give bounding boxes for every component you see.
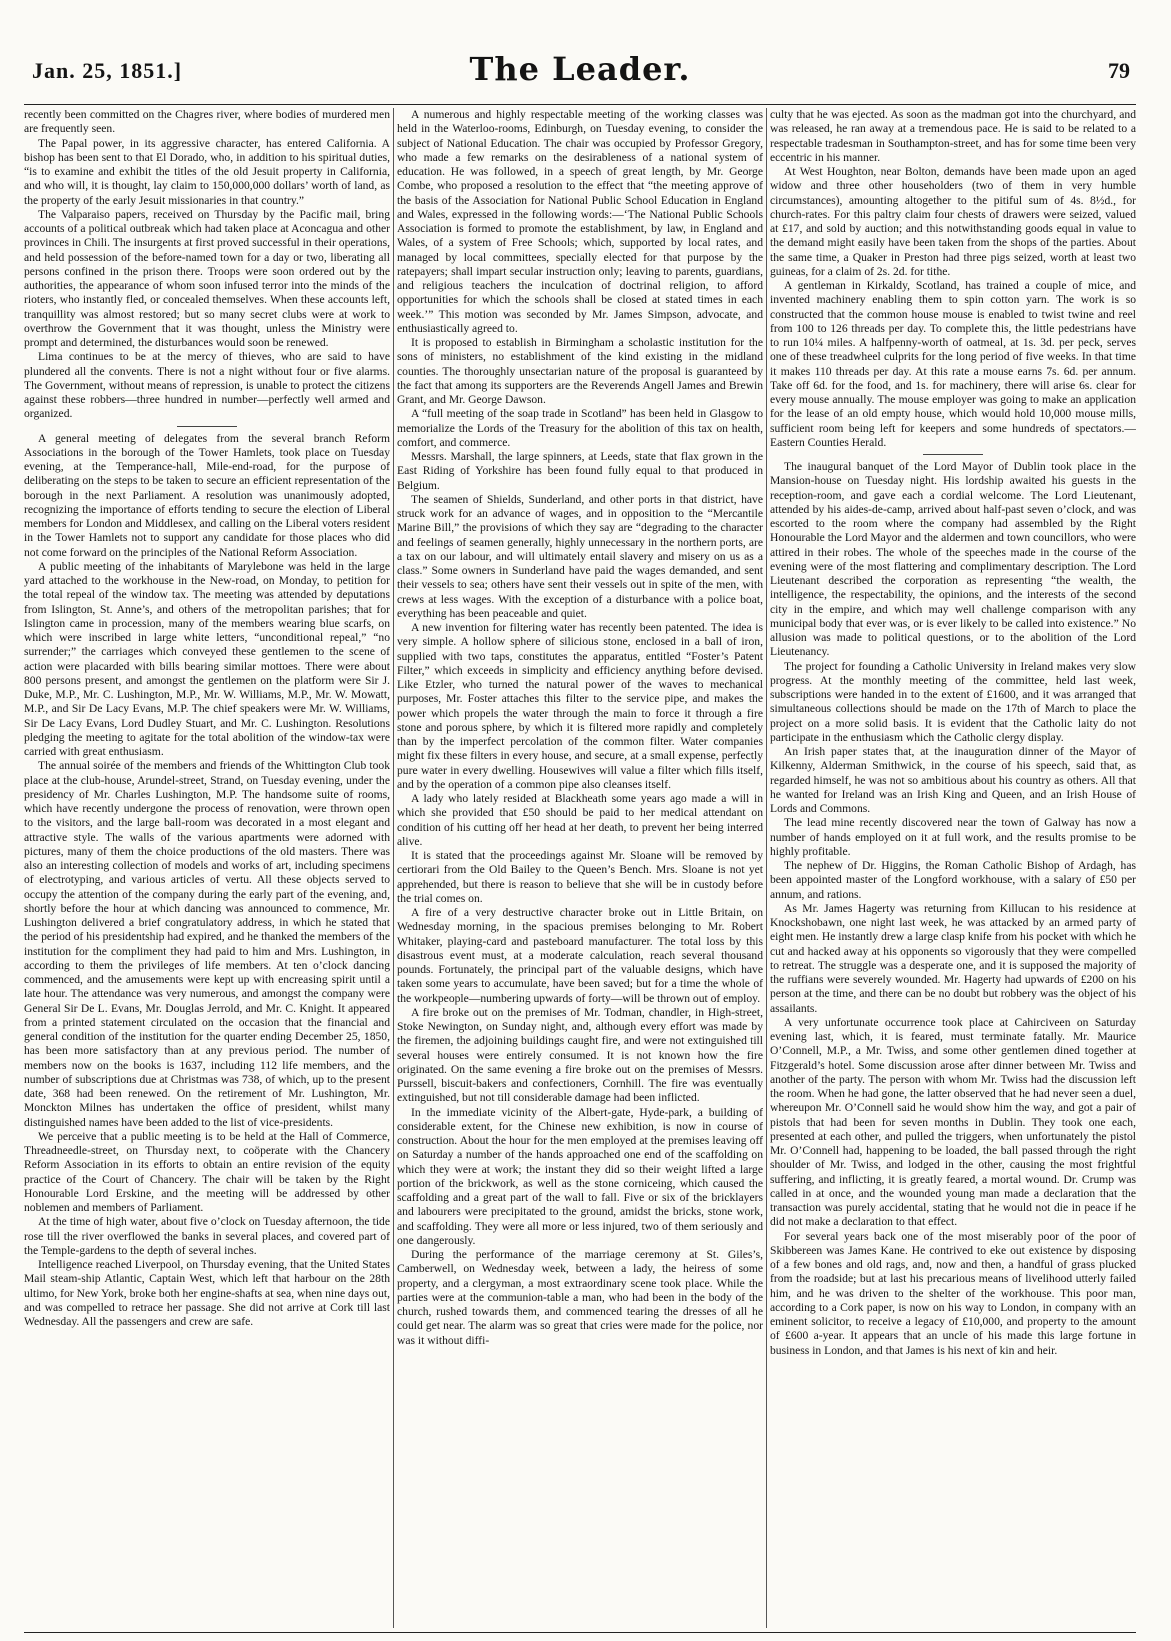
article-paragraph: It is proposed to establish in Birmingham a scholastic institution for the sons of ministers, no establishment of the kind existing in the midland counties. The thoroughly unsectarian nature of the proposal is guaranteed by the fact that among its supporters are the Reverends Angell James and Brewin Grant, and Mr. George Dawson. — [397, 336, 763, 406]
header-rule — [24, 104, 1136, 105]
article-paragraph: A new invention for filtering water has recently been patented. The idea is very simple. A hollow sphere of silicious stone, enclosed in a ball of iron, supplied with two taps, constitutes the apparatus, entitled “Foster’s Patent Filter,” which exceeds in simplicity and efficiency anything before devised. Like Etzler, who turned the natural power of the waves to mechanical purposes, Mr. Foster attaches this filter to the service pipe, and makes the power which propels the water through the main to force it through a fire stone and porous sphere, by which it is filtered more rapidly and completely than by the imperfect percolation of the common filter. Water companies might fix these filters in every house, and secure, at a small expense, perfectly pure water in every dwelling. Housewives will value a filter which fills itself, and by the operation of a common pipe also cleanses itself. — [397, 621, 763, 791]
article-paragraph: As Mr. James Hagerty was returning from Killucan to his residence at Knockshobawn, one night last week, he was attacked by an armed party of eight men. He instantly drew a large clasp knife from his pocket with which he cut and hacked away at his opponents so vigorously that they were compelled to retreat. The struggle was a desperate one, and it is supposed the majority of the ruffians were severely wounded. Mr. Hagerty had upwards of £200 on his person at the time, and there can be no doubt but robbery was the object of his assailants. — [770, 901, 1136, 1015]
column-divider — [766, 108, 767, 1628]
section-separator — [177, 426, 237, 427]
footer-rule — [24, 1632, 1136, 1633]
article-paragraph: For several years back one of the most miserably poor of the poor of Skibbereen was James Kane. He contrived to eke out existence by disposing of a few bones and old rags, and, now and then, a handful of grass plucked from the roadside; but at last his precarious means of livelihood utterly failed him, and he was driven to the shelter of the workhouse. This poor man, according to a Cork paper, is now on his way to London, in company with an eminent solicitor, to receive a legacy of £10,000, and property to the amount of £600 a-year. It appears that an uncle of his made this large fortune in business in London, and that James is his next of kin and heir. — [770, 1229, 1136, 1357]
article-paragraph: An Irish paper states that, at the inauguration dinner of the Mayor of Kilkenny, Alderman Smithwick, in the course of his speech, said that, as regarded himself, he was not so ambitious about his country as others. All that he wanted for Ireland was an Irish King and Queen, and an Irish House of Lords and Commons. — [770, 745, 1136, 815]
article-paragraph: A numerous and highly respectable meeting of the working classes was held in the Waterloo-rooms, Edinburgh, on Tuesday evening, to consider the subject of National Education. The chair was occupied by Professor Gregory, who made a few remarks on the desirableness of a national system of education. He was followed, in a speech of great length, by Mr. George Combe, who proposed a resolution to the effect that “the meeting approve of the basis of the Association for National Public School Education in England and Wales, expressed in the following words:—‘The National Public Schools Association is formed to promote the establishment, by law, in England and Wales, of a system of Free Schools; which, supported by local rates, and managed by local committees, specially elected for that purpose by the ratepayers; shall impart secular instruction only; leaving to parents, guardians, and religious teachers the inculcation of doctrinal religion, to afford opportunities for which the schools shall be closed at stated times in each week.’” This motion was seconded by Mr. James Simpson, advocate, and enthusiastically agreed to. — [397, 108, 763, 335]
article-paragraph: The nephew of Dr. Higgins, the Roman Catholic Bishop of Ardagh, has been appointed master of the Longford workhouse, with a salary of £50 per annum, and rations. — [770, 859, 1136, 901]
article-paragraph: A very unfortunate occurrence took place at Cahirciveen on Saturday evening last, which, it is feared, must terminate fatally. Mr. Maurice O’Connell, M.P., a Mr. Twiss, and some other gentlemen dined together at Fitzgerald’s hotel. Some discussion arose after dinner between Mr. Twiss and another of the party. The person with whom Mr. Twiss had the discussion left the room. When he had gone, the latter observed that he had never seen a duel, whereupon Mr. O’Connell said he would show him the way, and got a pair of pistols that had been for seven months in Dublin. They took one each, presented at each other, and pulled the triggers, when unfortunately the pistol Mr. O’Connell had, happening to be loaded, the ball passed through the right shoulder of Mr. Twiss, and lodged in the other, causing the most frightful suffering, and inflicting, it is greatly feared, a mortal wound. Dr. Crump was called in at once, and the wounded young man made a declaration that the transaction was purely accidental, stating that he would not die in peace if he did not make a declaration to that effect. — [770, 1015, 1136, 1229]
article-paragraph: A lady who lately resided at Blackheath some years ago made a will in which she provided that £50 should be paid to her medical attendant on condition of his cutting off her head at her death, to prevent her being interred alive. — [397, 792, 763, 848]
article-paragraph: During the performance of the marriage ceremony at St. Giles’s, Camberwell, on Wednesday week, between a lady, the heiress of some property, and a clergyman, a most extraordinary scene took place. While the parties were at the communion-table a man, who had been in the body of the church, rushed towards them, and commenced tearing the dresses of all he could get near. The alarm was so great that cries were made for the police, nor was it without diffi- — [397, 1248, 763, 1347]
article-paragraph: The seamen of Shields, Sunderland, and other ports in that district, have struck work for an advance of wages, and in opposition to the “Mercantile Marine Bill,” the provisions of which they say are “degrading to the character and feelings of seamen generally, highly unnecessary in the northern ports, are a tax on our labour, and will ultimately entail slavery and misery on us as a class.” Some owners in Sunderland have paid the wages demanded, and sent their vessels to sea; others have sent their vessels out in spite of the men, with crews at less wages. With the exception of a disturbance with a police boat, everything has been peaceable and quiet. — [397, 492, 763, 620]
column-1 — [24, 108, 390, 1628]
article-paragraph: At the time of high water, about five o’clock on Tuesday afternoon, the tide rose till the river overflowed the banks in several places, and covered part of the Temple-gardens to the depth of several inches. — [24, 1215, 390, 1257]
article-paragraph: A gentleman in Kirkaldy, Scotland, has trained a couple of mice, and invented machinery enabling them to spin cotton yarn. The work is so constructed that the common house mouse is enabled to twist twine and reel from 100 to 126 threads per day. To complete this, the little pedestrians have to run 10¼ miles. A halfpenny-worth of oatmeal, at 1s. 3d. per peck, serves one of these treadwheel culprits for the long period of five weeks. In that time it makes 110 threads per day. At this rate a mouse earns 7s. 6d. per annum. Take off 6d. for the food, and 1s. for machinery, there will arise 6s. clear for every mouse annually. The mouse employer was going to make an application for the lease of an old empty house, which would hold 10,000 mouse mills, sufficient room being left for keepers and some hundreds of spectators.—Eastern Counties Herald. — [770, 279, 1136, 449]
article-paragraph: Lima continues to be at the mercy of thieves, who are said to have plundered all the convents. There is not a night without four or five alarms. The Government, without means of repression, is unable to protect the citizens against these robbers—three hundred in number—perfectly well armed and organized. — [24, 350, 390, 421]
article-paragraph: A “full meeting of the soap trade in Scotland” has been held in Glasgow to memorialize the Lords of the Treasury for the abolition of this tax on health, comfort, and commerce. — [397, 407, 763, 449]
article-paragraph: The Valparaiso papers, received on Thursday by the Pacific mail, bring accounts of a political outbreak which had taken place at Aconcagua and other provinces in Chili. The insurgents at first proved successful in their operations, and held possession of the before-named town for a day or two, liberating all persons confined in the prison there. Troops were soon ordered out by the authorities, the appearance of whom soon infused terror into the minds of the rioters, who instantly fled, or concealed themselves. When these accounts left, tranquillity was almost restored; but so many secret clubs were at work to overthrow the Government that it was thought, unless the Ministry were prompt and determined, the disturbances would soon be renewed. — [24, 207, 390, 349]
newspaper-title: The Leader. — [469, 50, 691, 88]
article-paragraph: We perceive that a public meeting is to be held at the Hall of Commerce, Threadneedle-street, on Thursday next, to coöperate with the Chancery Reform Association in its efforts to obtain an entire revision of the equity practice of the Court of Chancery. The chair will be taken by the Right Honourable Lord Erskine, and the meeting will be addressed by other noblemen and members of Parliament. — [24, 1129, 390, 1214]
article-paragraph: A public meeting of the inhabitants of Marylebone was held in the large yard attached to the workhouse in the New-road, on Monday, to petition for the total repeal of the window tax. The meeting was attended by deputations from Islington, St. Anne’s, and others of the metropolitan parishes; that for Islington came in procession, many of the members wearing blue scarfs, on which were inscribed in large white letters, “unconditional repeal,” “no surrender;” the carriages which conveyed these gentlemen to the scene of action were placarded with bills bearing similar mottoes. There were about 800 persons present, and amongst the gentlemen on the platform were Sir J. Duke, M.P., Mr. C. Lushington, M.P., Mr. W. Williams, M.P., Mr. W. Mowatt, M.P., and Sir De Lacy Evans, M.P. The chief speakers were Mr. W. Williams, Sir De Lacy Evans, Lord Dudley Stuart, and Mr. C. Lushington. Resolutions pledging the meeting to agitate for the total abolition of the window-tax were carried with great enthusiasm. — [24, 559, 390, 758]
article-paragraph: The annual soirée of the members and friends of the Whittington Club took place at the club-house, Arundel-street, Strand, on Tuesday evening, under the presidency of Mr. Charles Lushington, M.P. The handsome suite of rooms, which have recently undergone the process of renovation, were thrown open to the visitors, and the large ball-room was decorated in a most elegant and attractive style. The walls of the various apartments were adorned with pictures, many of them the choice productions of the old masters. There was also an interesting collection of models and works of art, including specimens of electrotyping, and various articles of vertu. All these objects served to occupy the attention of the company during the early part of the evening, and, shortly before the hour at which dancing was announced to commence, Mr. Lushington delivered a brief congratulatory address, in which he stated that the period of his presidentship had expired, and he thanked the members of the institution for the compliment they had paid to him and Mrs. Lushington, in according to them the privileges of life members. At ten o’clock dancing commenced, and the amusements were kept up with encreasing spirit until a late hour. The attendance was very numerous, and amongst the company were General Sir De L. Evans, Mr. Douglas Jerrold, and Mr. C. Knight. It appeared from a printed statement circulated on the occasion that the financial and general condition of the institution for the quarter ending December 25, 1850, has been more satisfactory than at any previous period. The number of members now on the books is 1637, including 112 life members, and the number of subscriptions due at Christmas was 738, of which, up to the present date, 368 had been renewed. On the retirement of Mr. Lushington, Mr. Monckton Milnes has undertaken the office of president, whilst many distinguished names have been added to the list of vice-presidents. — [24, 759, 390, 1129]
column-divider — [393, 108, 394, 1628]
article-paragraph: The lead mine recently discovered near the town of Galway has now a number of hands employed on it at full work, and the results promise to be highly profitable. — [770, 816, 1136, 858]
article-paragraph: A general meeting of delegates from the several branch Reform Associations in the borough of the Tower Hamlets, took place on Tuesday evening, at the Temperance-hall, Mile-end-road, for the purpose of deliberating on the steps to be taken to secure an efficient representation of the borough in the next Parliament. A resolution was unanimously adopted, recognizing the importance of efforts tending to secure the election of Liberal members for London and Middlesex, and calling on the Liberal voters resident in the Tower Hamlets not to support any candidate for those places who did not come forward on the principles of the National Reform Association. — [24, 431, 390, 559]
article-paragraph: At West Houghton, near Bolton, demands have been made upon an aged widow and three other householders (two of them in very humble circumstances), amounting altogether to the pitiful sum of 4s. 8½d., for church-rates. For this paltry claim four chests of drawers were seized, valued at £17, and sold by auction; and this notwithstanding goods equal in value to the demand might easily have been taken from the shops of the parties. About the same time, a Quaker in Preston had three pigs seized, worth at least two guineas, for a claim of 2s. 2d. for tithe. — [770, 165, 1136, 278]
masthead — [24, 44, 1136, 108]
article-paragraph: Intelligence reached Liverpool, on Thursday evening, that the United States Mail steam-ship Atlantic, Captain West, which left that harbour on the 28th ultimo, for New York, broke both her engine-shafts at sea, when nine days out, and was compelled to retrace her passage. She did not arrive at Cork till last Wednesday. All the passengers and crew are safe. — [24, 1258, 390, 1328]
article-paragraph: culty that he was ejected. As soon as the madman got into the churchyard, and was released, he ran away at a tremendous pace. He is said to be related to a respectable tradesman in Southampton-street, and has for some time been very eccentric in his manner. — [770, 108, 1136, 164]
article-paragraph: The Papal power, in its aggressive character, has entered California. A bishop has been sent to that El Dorado, who, in addition to his spiritual duties, “is to examine and exhibit the titles of the old Jesuit property in California, and who will, it is thought, lay claim to 150,000,000 dollars’ worth of land, as the property of the early Jesuit missionaries in that country.” — [24, 136, 390, 207]
article-paragraph: A fire broke out on the premises of Mr. Todman, chandler, in High-street, Stoke Newington, on Sunday night, and, although every effort was made by the firemen, the adjoining buildings caught fire, and were not extinguished till several houses were entirely consumed. It is not known how the fire originated. On the same evening a fire broke out on the premises of Messrs. Purssell, biscuit-bakers and confectioners, Cornhill. The fire was eventually extinguished, but not till considerable damage had been inflicted. — [397, 1005, 763, 1105]
section-separator — [923, 454, 983, 455]
article-paragraph: It is stated that the proceedings against Mr. Sloane will be removed by certiorari from the Old Bailey to the Queen’s Bench. Mrs. Sloane is not yet apprehended, but there is reason to believe that she will be in custody before the trial comes on. — [397, 849, 763, 905]
column-3 — [770, 108, 1136, 1628]
article-paragraph: Messrs. Marshall, the large spinners, at Leeds, state that flax grown in the East Riding of Yorkshire has been found fully equal to that produced in Belgium. — [397, 450, 763, 492]
article-paragraph: A fire of a very destructive character broke out in Little Britain, on Wednesday morning, in the spacious premises belonging to Mr. Robert Whitaker, playing-card and pasteboard manufacturer. The total loss by this disastrous event must, at a moderate calculation, reach several thousand pounds. Fortunately, the principal part of the valuable designs, which have taken some years to accumulate, have been saved; but for a time the whole of the workpeople—numbering upwards of forty—will be thrown out of employ. — [397, 906, 763, 1005]
article-paragraph: recently been committed on the Chagres river, where bodies of murdered men are frequently seen. — [24, 108, 390, 136]
column-2 — [397, 108, 763, 1628]
page-number: 79 — [1108, 58, 1130, 83]
article-paragraph: The inaugural banquet of the Lord Mayor of Dublin took place in the Mansion-house on Tuesday night. His lordship awaited his guests in the reception-room, and gave each a cordial welcome. The Lord Lieutenant, attended by his aides-de-camp, arrived about half-past seven o’clock, and was escorted to the room where the company had assembled by the Right Honourable the Lord Mayor and the aldermen and town councillors, who were attired in their robes. The whole of the speeches made in the course of the evening were of the most flattering and complimentary description. The Lord Lieutenant described the corporation as representing “the wealth, the intelligence, the respectability, the opinions, and the interests of the second city in the empire, and which may well challenge comparison with any municipal body that ever was, or is ever likely to be called into existence.” No allusion was made to political questions, or to the abolition of the Lord Lieutenancy. — [770, 460, 1136, 659]
article-paragraph: The project for founding a Catholic University in Ireland makes very slow progress. At the monthly meeting of the committee, held last week, subscriptions were handed in to the extent of £1600, and it was arranged that simultaneous collections should be made on the 17th of March to place the project on a more solid basis. It is evident that the Catholic laity do not participate in the enthusiasm which the Catholic clergy display. — [770, 659, 1136, 744]
issue-date: Jan. 25, 1851.] — [32, 58, 183, 83]
article-paragraph: In the immediate vicinity of the Albert-gate, Hyde-park, a building of considerable extent, for the Chinese new exhibition, is now in course of construction. About the hour for the men employed at the premises leaving off on Saturday a number of the hands approached one end of the scaffolding on which they were at work; the instant they did so their weight lifted a large portion of the brickwork, as well as the stone corniceing, which caused the scaffolding and a great part of the wall to fall. Five or six of the bricklayers and labourers were precipitated to the ground, amidst the bricks, stone work, and scaffolding. They were all more or less injured, two of them seriously and one dangerously. — [397, 1105, 763, 1247]
